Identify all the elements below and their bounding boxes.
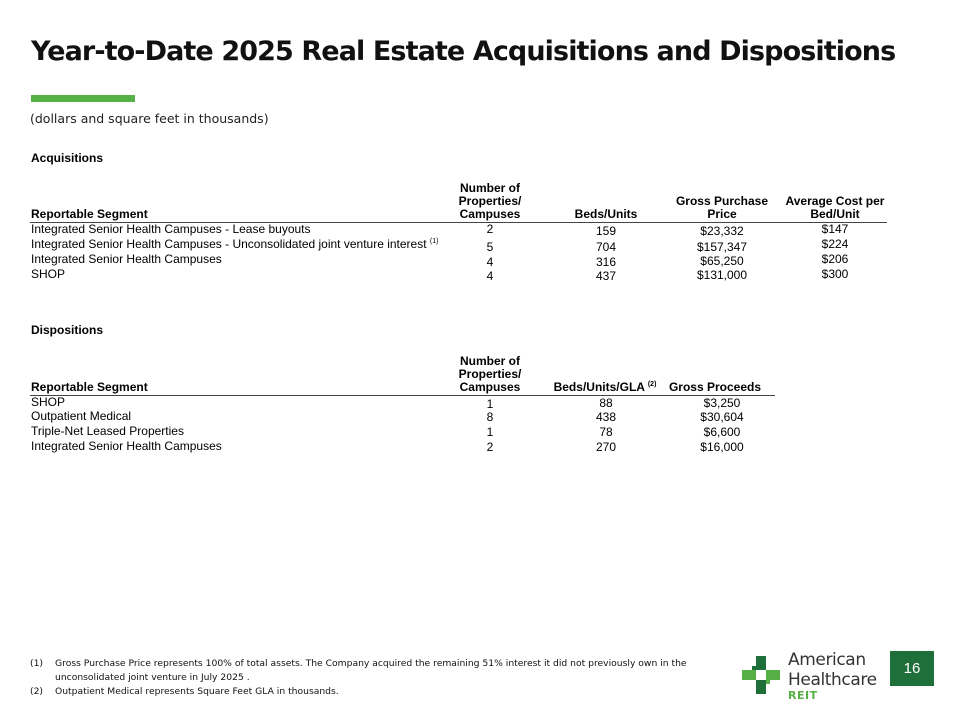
disp-row-properties: 1	[486, 425, 494, 439]
logo-line-2: Healthcare	[788, 670, 877, 690]
page-title: Year-to-Date 2025 Real Estate Acquisitions and Dispositions	[31, 36, 896, 67]
disp-row-segment: Outpatient Medical	[31, 409, 132, 423]
disp-header-segment: Reportable Segment	[31, 380, 148, 394]
page-number: 16	[890, 651, 934, 686]
acq-header-avg-line1: Average Cost per	[785, 194, 885, 208]
acq-header-properties-line2: Properties/	[458, 194, 522, 208]
title-accent-bar	[31, 95, 135, 102]
acq-row-properties: 4	[486, 255, 494, 269]
acq-row-avg: $206	[821, 252, 849, 266]
acq-row-beds: 704	[595, 240, 617, 254]
footnotes	[30, 657, 730, 699]
units-note: (dollars and square feet in thousands)	[30, 111, 269, 126]
disp-header-rule	[30, 395, 775, 396]
acq-header-properties-line1: Number of	[460, 181, 520, 195]
disp-row-proceeds: $16,000	[700, 440, 744, 454]
logo-reit: REIT	[788, 689, 818, 702]
footnote-1	[30, 657, 730, 685]
acq-row-segment: Integrated Senior Health Campuses - Lease buyouts	[31, 222, 311, 236]
acq-header-beds: Beds/Units	[574, 207, 638, 221]
disp-row-segment: Integrated Senior Health Campuses	[31, 439, 222, 453]
acq-header-properties-line3: Campuses	[459, 207, 521, 221]
footnote-2	[30, 685, 730, 699]
acq-row-beds: 316	[595, 255, 617, 269]
acq-row-avg: $147	[821, 222, 849, 236]
logo-line-1: American	[788, 650, 866, 670]
disp-row-proceeds: $30,604	[700, 410, 744, 424]
acq-row-properties: 2	[486, 222, 494, 236]
acq-header-avg-line2: Bed/Unit	[810, 207, 860, 221]
acq-row-price: $65,250	[700, 254, 744, 268]
footnote-text: Gross Purchase Price represents 100% of total assets. The Company acquired the remaining 51% interest it did not previously own in the unconsolidated joint venture in July 2025 .	[55, 658, 687, 683]
disp-row-properties: 2	[486, 440, 494, 454]
acq-row-price: $157,347	[696, 240, 748, 254]
disp-header-beds-text: Beds/Units/GLA	[553, 380, 645, 394]
acq-row-segment-text: Integrated Senior Health Campuses - Unconsolidated joint venture interest	[31, 237, 427, 251]
disp-row-beds: 270	[595, 440, 617, 454]
disp-row-proceeds: $6,600	[703, 425, 741, 439]
acq-row-avg: $300	[821, 267, 849, 281]
dispositions-section-title: Dispositions	[31, 323, 104, 337]
acq-row-price: $23,332	[700, 224, 744, 238]
acq-row-segment: SHOP	[31, 267, 66, 281]
acq-header-price-line2: Price	[707, 207, 737, 221]
disp-header-beds	[545, 381, 665, 394]
company-logo	[740, 650, 880, 702]
acq-row-price: $131,000	[696, 268, 748, 282]
disp-row-beds: 78	[599, 425, 613, 439]
disp-row-beds: 88	[599, 396, 613, 410]
acq-row-beds: 437	[595, 269, 617, 283]
disp-row-beds: 438	[595, 410, 617, 424]
cross-plus-icon	[740, 654, 782, 696]
acq-row-properties: 4	[486, 269, 494, 283]
acq-header-price-line1: Gross Purchase	[675, 194, 769, 208]
disp-row-proceeds: $3,250	[703, 396, 741, 410]
logo-wordmark	[788, 650, 877, 690]
footnote-ref: (1)	[429, 238, 439, 245]
footnote-number: (1)	[30, 658, 44, 669]
acquisitions-section-title: Acquisitions	[31, 151, 104, 165]
disp-header-properties-line3: Campuses	[459, 380, 521, 394]
disp-row-segment: SHOP	[31, 395, 66, 409]
acq-header-segment: Reportable Segment	[31, 207, 148, 221]
disp-row-properties: 1	[486, 397, 494, 411]
footnote-text: Outpatient Medical represents Square Feet GLA in thousands.	[55, 686, 339, 697]
footnote-ref: (2)	[647, 381, 657, 388]
acq-row-beds: 159	[595, 224, 617, 238]
disp-header-properties-line2: Properties/	[458, 367, 522, 381]
acq-row-avg: $224	[821, 237, 849, 251]
acq-row-segment	[31, 238, 438, 251]
disp-header-proceeds: Gross Proceeds	[668, 380, 762, 394]
acq-row-properties: 5	[486, 240, 494, 254]
footnote-number: (2)	[30, 686, 44, 697]
disp-header-properties-line1: Number of	[460, 354, 520, 368]
disp-row-segment: Triple-Net Leased Properties	[31, 424, 184, 438]
disp-row-properties: 8	[486, 410, 494, 424]
acq-row-segment: Integrated Senior Health Campuses	[31, 252, 222, 266]
